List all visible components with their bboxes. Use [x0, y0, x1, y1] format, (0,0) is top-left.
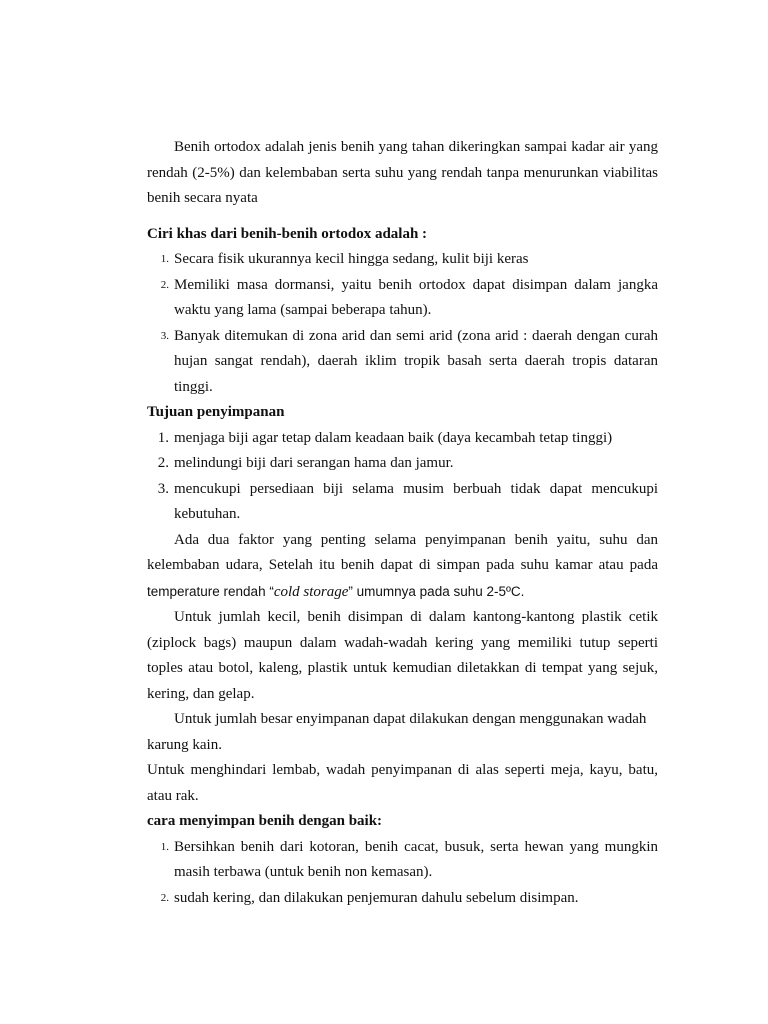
cara-list	[147, 835, 658, 912]
list-number: 1.	[160, 840, 169, 853]
list-text: mencukupi persediaan biji selama musim berbuah tidak dapat mencukupi kebutuhan.	[174, 480, 658, 522]
list-item	[147, 451, 658, 477]
list-number: 2.	[160, 278, 169, 291]
list-item	[147, 886, 658, 912]
document-page	[147, 135, 658, 911]
list-item	[147, 426, 658, 452]
list-number: 1.	[157, 429, 169, 446]
tujuan-list	[147, 426, 658, 528]
list-text: menjaga biji agar tetap dalam keadaan baik (daya kecambah tetap tinggi)	[174, 429, 613, 446]
list-number: 1.	[160, 253, 169, 265]
list-number: 3.	[160, 329, 169, 342]
lembab-paragraph: Untuk menghindari lembab, wadah penyimpanan di alas seperti meja, kayu, batu, atau rak.	[147, 762, 658, 804]
faktor-text-b: temperature rendah “	[147, 583, 274, 599]
list-item	[147, 247, 658, 273]
ciri-list	[147, 247, 658, 400]
faktor-paragraph	[147, 528, 658, 606]
list-item	[147, 477, 658, 528]
list-item	[147, 324, 658, 401]
tujuan-heading: Tujuan penyimpanan	[147, 404, 285, 420]
list-text: Memiliki masa dormansi, yaitu benih ortodox dapat disimpan dalam jangka waktu yang lama (sampai beberapa tahun).	[174, 276, 658, 318]
faktor-cold-storage: cold storage	[273, 583, 349, 600]
jumlah-besar-paragraph: Untuk jumlah besar enyimpanan dapat dilakukan dengan menggunakan wadah karung kain.	[147, 711, 647, 753]
list-item	[147, 835, 658, 886]
list-text: sudah kering, dan dilakukan penjemuran dahulu sebelum disimpan.	[174, 889, 579, 906]
list-number: 3.	[157, 480, 169, 497]
faktor-text-c: ” umumnya pada suhu 2-5ºC.	[348, 583, 525, 599]
list-item	[147, 273, 658, 324]
list-text: Bersihkan benih dari kotoran, benih cacat, busuk, serta hewan yang mungkin masih terbawa (untuk benih non kemasan).	[174, 838, 658, 880]
list-text: Secara fisik ukurannya kecil hingga sedang, kulit biji keras	[174, 251, 529, 267]
list-number: 2.	[157, 455, 169, 471]
jumlah-kecil-paragraph: Untuk jumlah kecil, benih disimpan di dalam kantong-kantong plastik cetik (ziplock bags) maupun dalam wadah-wadah kering yang memiliki tutup seperti toples atau botol, kaleng, plastik untuk kemudian diletakkan di tempat yang sejuk, kering, dan gelap.	[147, 609, 658, 702]
list-text: Banyak ditemukan di zona arid dan semi arid (zona arid : daerah dengan curah hujan sangat rendah), daerah iklim tropik basah serta daerah tropis dataran tinggi.	[174, 327, 658, 395]
ciri-heading: Ciri khas dari benih-benih ortodox adalah :	[147, 225, 428, 242]
list-text: melindungi biji dari serangan hama dan jamur.	[174, 455, 454, 471]
list-number: 2.	[160, 891, 169, 904]
intro-paragraph: Benih ortodox adalah jenis benih yang tahan dikeringkan sampai kadar air yang rendah (2-5%) dan kelembaban serta suhu yang rendah tanpa menurunkan viabilitas benih secara nyata	[147, 139, 658, 206]
cara-heading: cara menyimpan benih dengan baik:	[147, 813, 383, 829]
faktor-text-a: Ada dua faktor yang penting selama penyimpanan benih yaitu, suhu dan kelembaban udara, Setelah itu benih dapat di simpan pada suhu kamar atau pada	[147, 531, 658, 573]
